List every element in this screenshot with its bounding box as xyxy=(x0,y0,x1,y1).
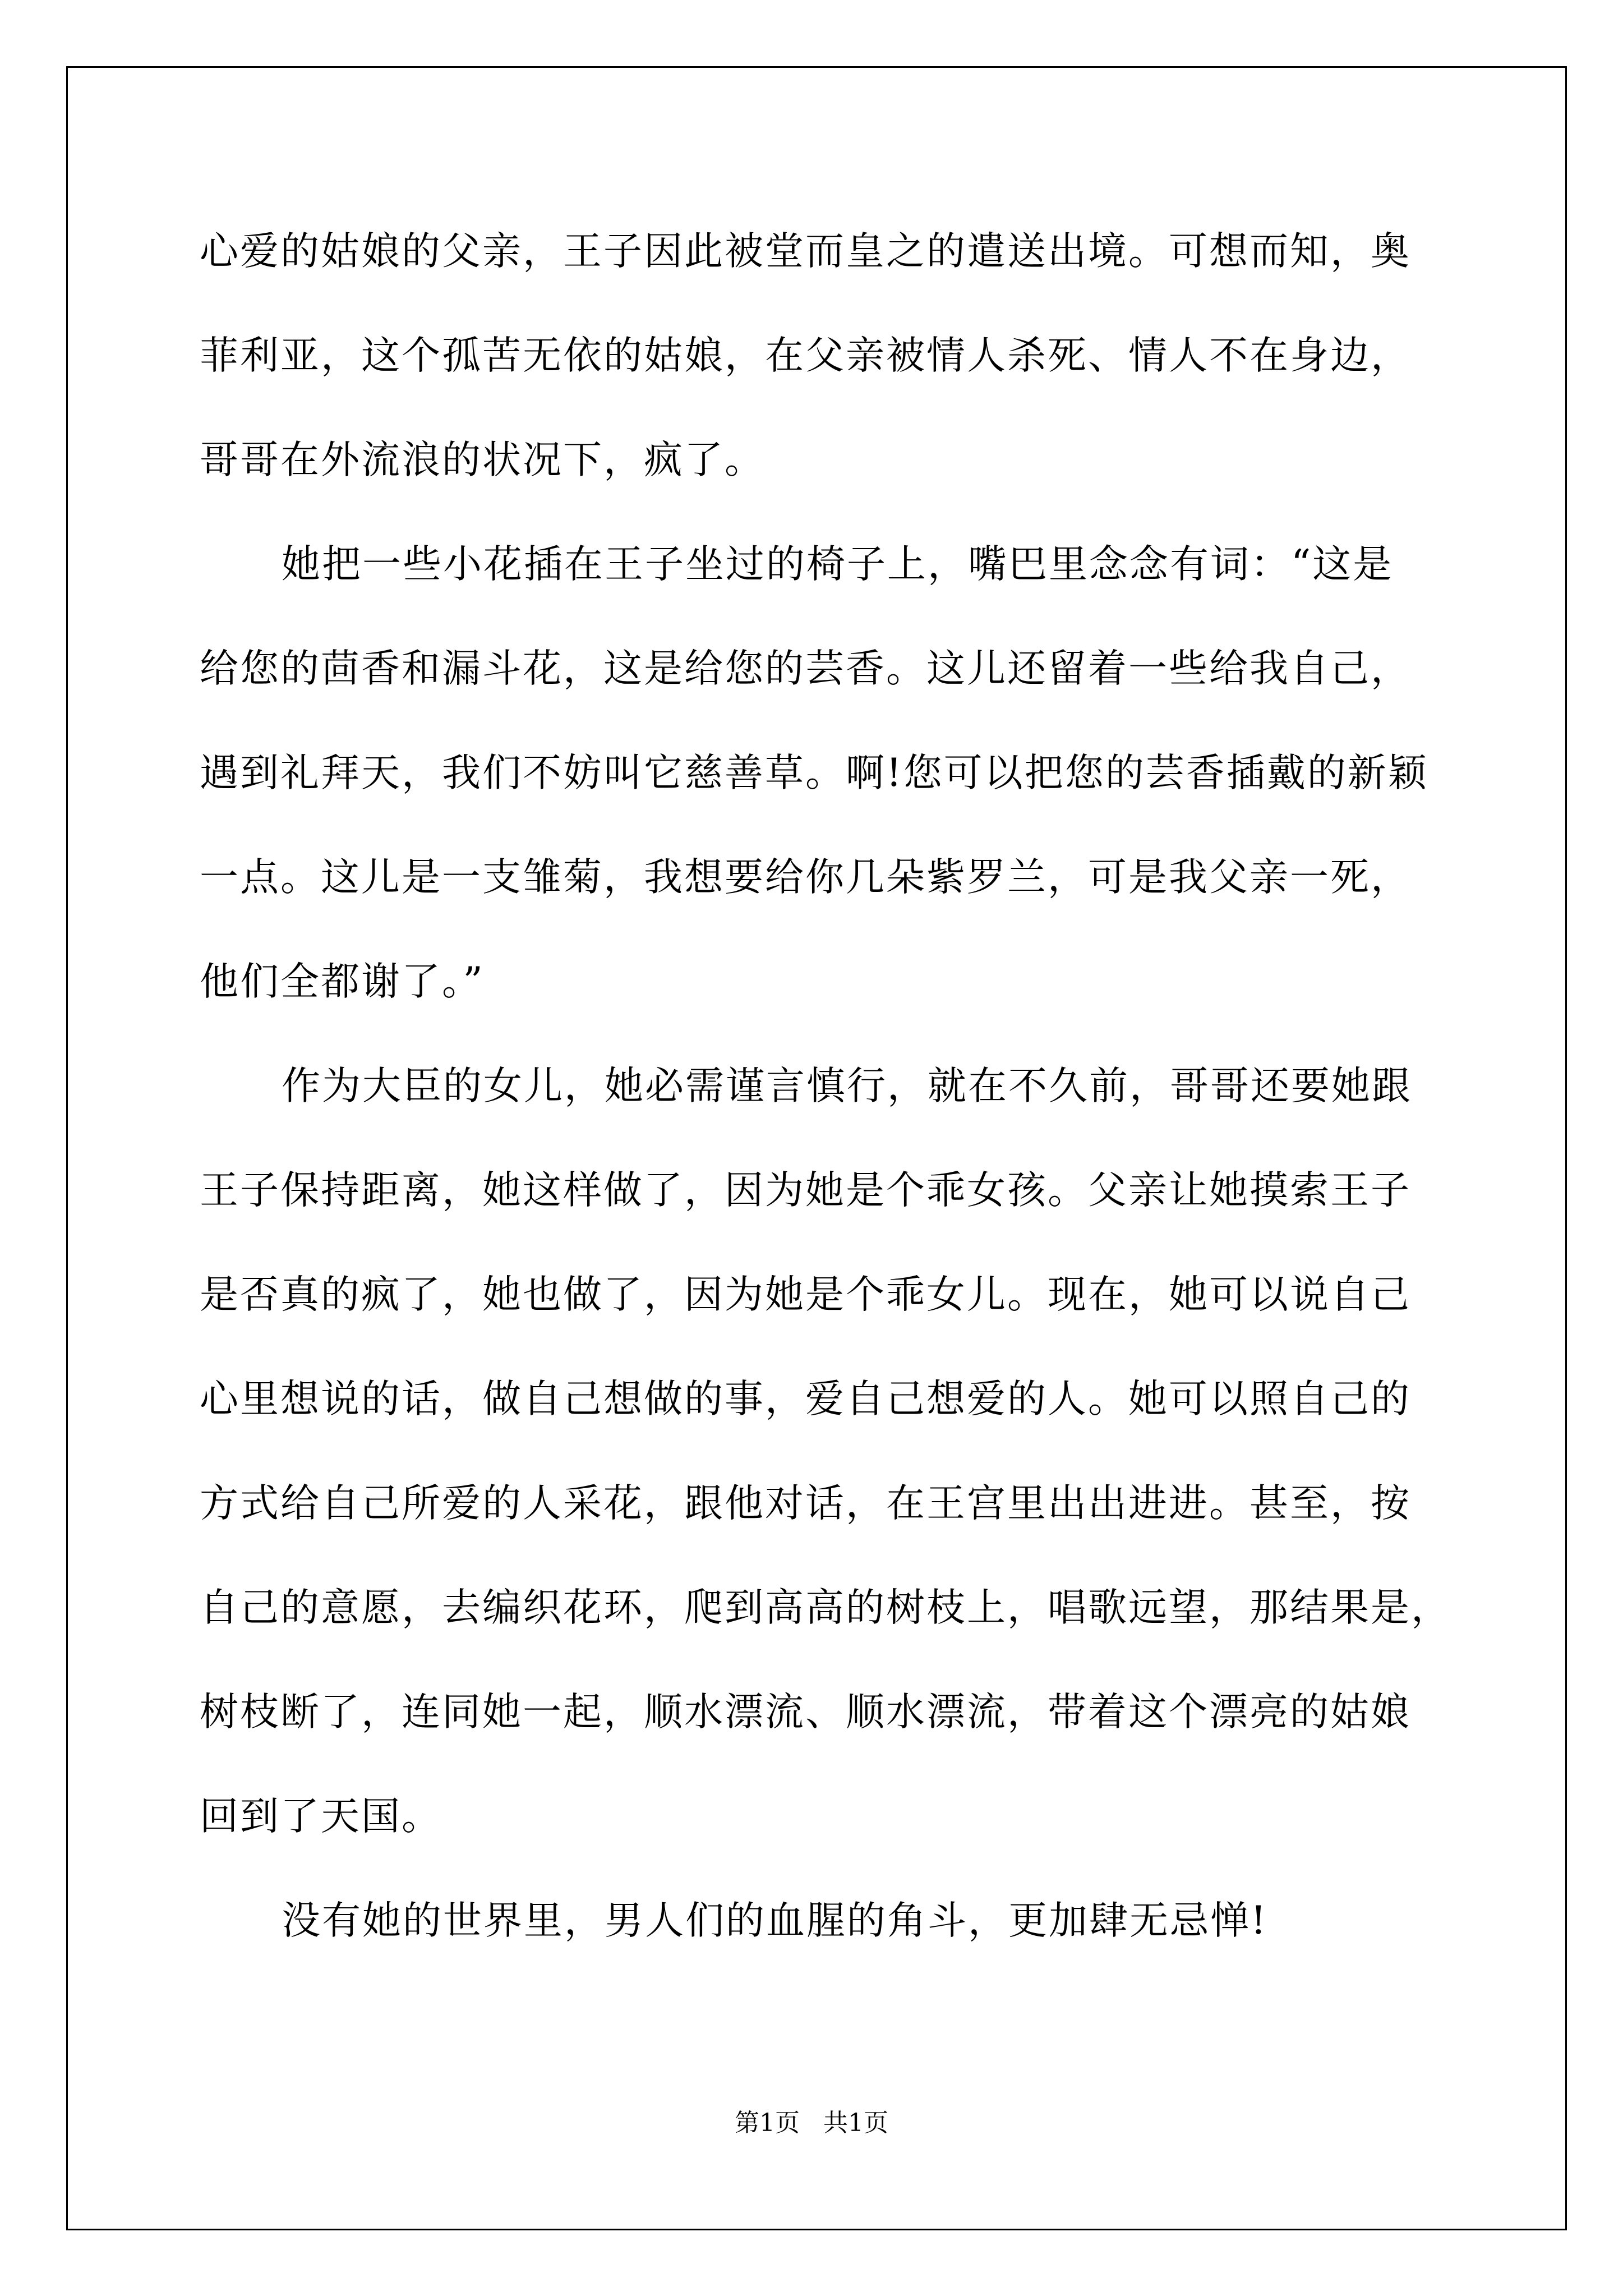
text-line: 心里想说的话，做自己想做的事，爱自己想爱的人。她可以照自己的 xyxy=(200,1377,1411,1421)
text-line: 是否真的疯了，她也做了，因为她是个乖女儿。现在，她可以说自己 xyxy=(200,1272,1411,1317)
text-line: 王子保持距离，她这样做了，因为她是个乖女孩。父亲让她摸索王子 xyxy=(200,1168,1411,1213)
paragraph-first-line: 她把一些小花插在王子坐过的椅子上，嘴巴里念念有词：“这是 xyxy=(282,542,1394,587)
page-number-footer: 第1页 共1页 xyxy=(735,2109,888,2137)
text-line: 自己的意愿，去编织花环，爬到高高的树枝上，唱歌远望，那结果是， xyxy=(200,1585,1451,1630)
text-line: 哥哥在外流浪的状况下，疯了。 xyxy=(200,438,765,482)
text-line: 回到了天国。 xyxy=(200,1794,442,1839)
text-line: 树枝断了，连同她一起，顺水漂流、顺水漂流，带着这个漂亮的姑娘 xyxy=(200,1690,1411,1734)
paragraph-first-line: 作为大臣的女儿，她必需谨言慎行，就在不久前，哥哥还要她跟 xyxy=(282,1064,1412,1108)
text-line: 他们全都谢了。” xyxy=(200,959,485,1004)
text-line: 方式给自己所爱的人采花，跟他对话，在王宫里出出进进。甚至，按 xyxy=(200,1481,1411,1526)
text-line: 遇到礼拜天，我们不妨叫它慈善草。啊!您可以把您的芸香插戴的新颖 xyxy=(200,751,1428,795)
text-line: 给您的茴香和漏斗花，这是给您的芸香。这儿还留着一些给我自己， xyxy=(200,646,1411,691)
text-line: 一点。这儿是一支雏菊，我想要给你几朵紫罗兰，可是我父亲一死， xyxy=(200,855,1411,900)
text-line: 菲利亚，这个孤苦无依的姑娘，在父亲被情人杀死、情人不在身边， xyxy=(200,333,1411,378)
document-body xyxy=(200,199,1467,1973)
text-line: 心爱的姑娘的父亲，王子因此被堂而皇之的遣送出境。可想而知，奥 xyxy=(200,229,1411,274)
paragraph-first-line: 没有她的世界里，男人们的血腥的角斗，更加肆无忌惮! xyxy=(282,1898,1268,1943)
